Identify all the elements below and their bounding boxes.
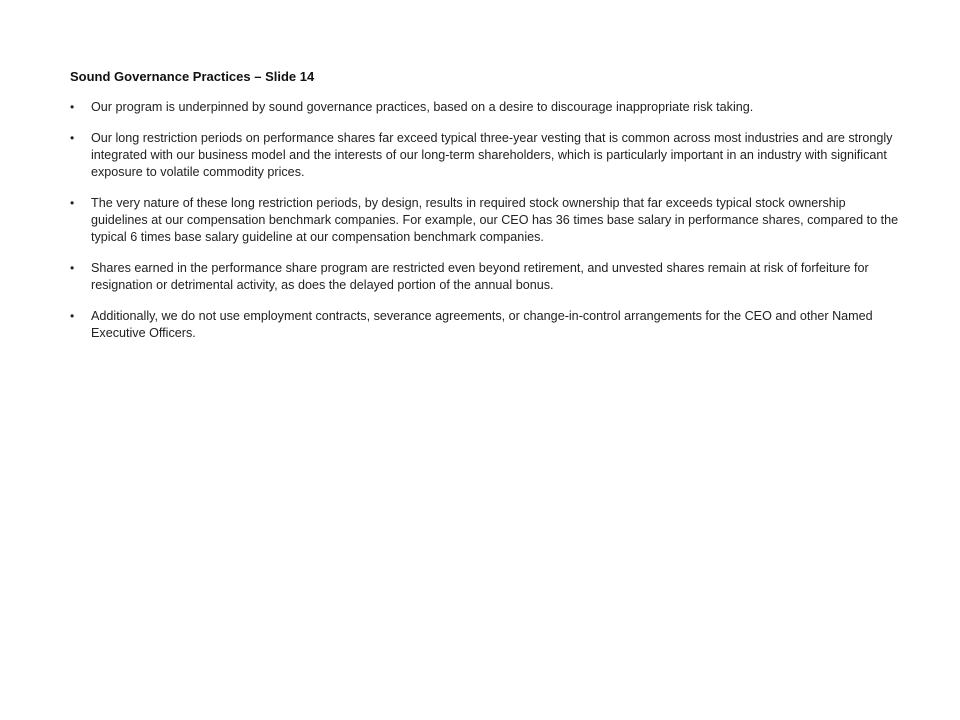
bullet-item — [70, 130, 900, 181]
bullet-item — [70, 195, 900, 246]
bullet-marker: • — [70, 100, 75, 114]
bullet-item — [70, 308, 900, 342]
bullet-marker: • — [70, 261, 75, 275]
bullet-marker: • — [70, 196, 75, 210]
bullet-text: Our program is underpinned by sound governance practices, based on a desire to discourage inappropriate risk taking. — [91, 100, 754, 114]
bullet-text: The very nature of these long restriction periods, by design, results in required stock ownership that far exceeds typical stock ownership guidelines at our compensation benchmark companies. For example, our CEO has 36 times base salary in performance shares, compared to the typical 6 times base salary guideline at our compensation benchmark companies. — [91, 196, 899, 244]
bullet-item — [70, 260, 900, 294]
bullet-text: Our long restriction periods on performance shares far exceed typical three-year vesting that is common across most industries and are strongly integrated with our business model and the interests of our long-term shareholders, which is particularly important in an industry with significant exposure to volatile commodity prices. — [91, 131, 893, 179]
bullet-item — [70, 99, 900, 116]
bullet-marker: • — [70, 131, 75, 145]
bullet-marker: • — [70, 309, 75, 323]
bullet-list — [70, 99, 900, 342]
slide-title: Sound Governance Practices – Slide 14 — [70, 69, 315, 84]
slide-content — [70, 68, 900, 356]
bullet-text: Additionally, we do not use employment contracts, severance agreements, or change-in-control arrangements for the CEO and other Named Executive Officers. — [91, 309, 873, 340]
bullet-text: Shares earned in the performance share program are restricted even beyond retirement, and unvested shares remain at risk of forfeiture for resignation or detrimental activity, as does the delayed portion of the annual bonus. — [91, 261, 869, 292]
